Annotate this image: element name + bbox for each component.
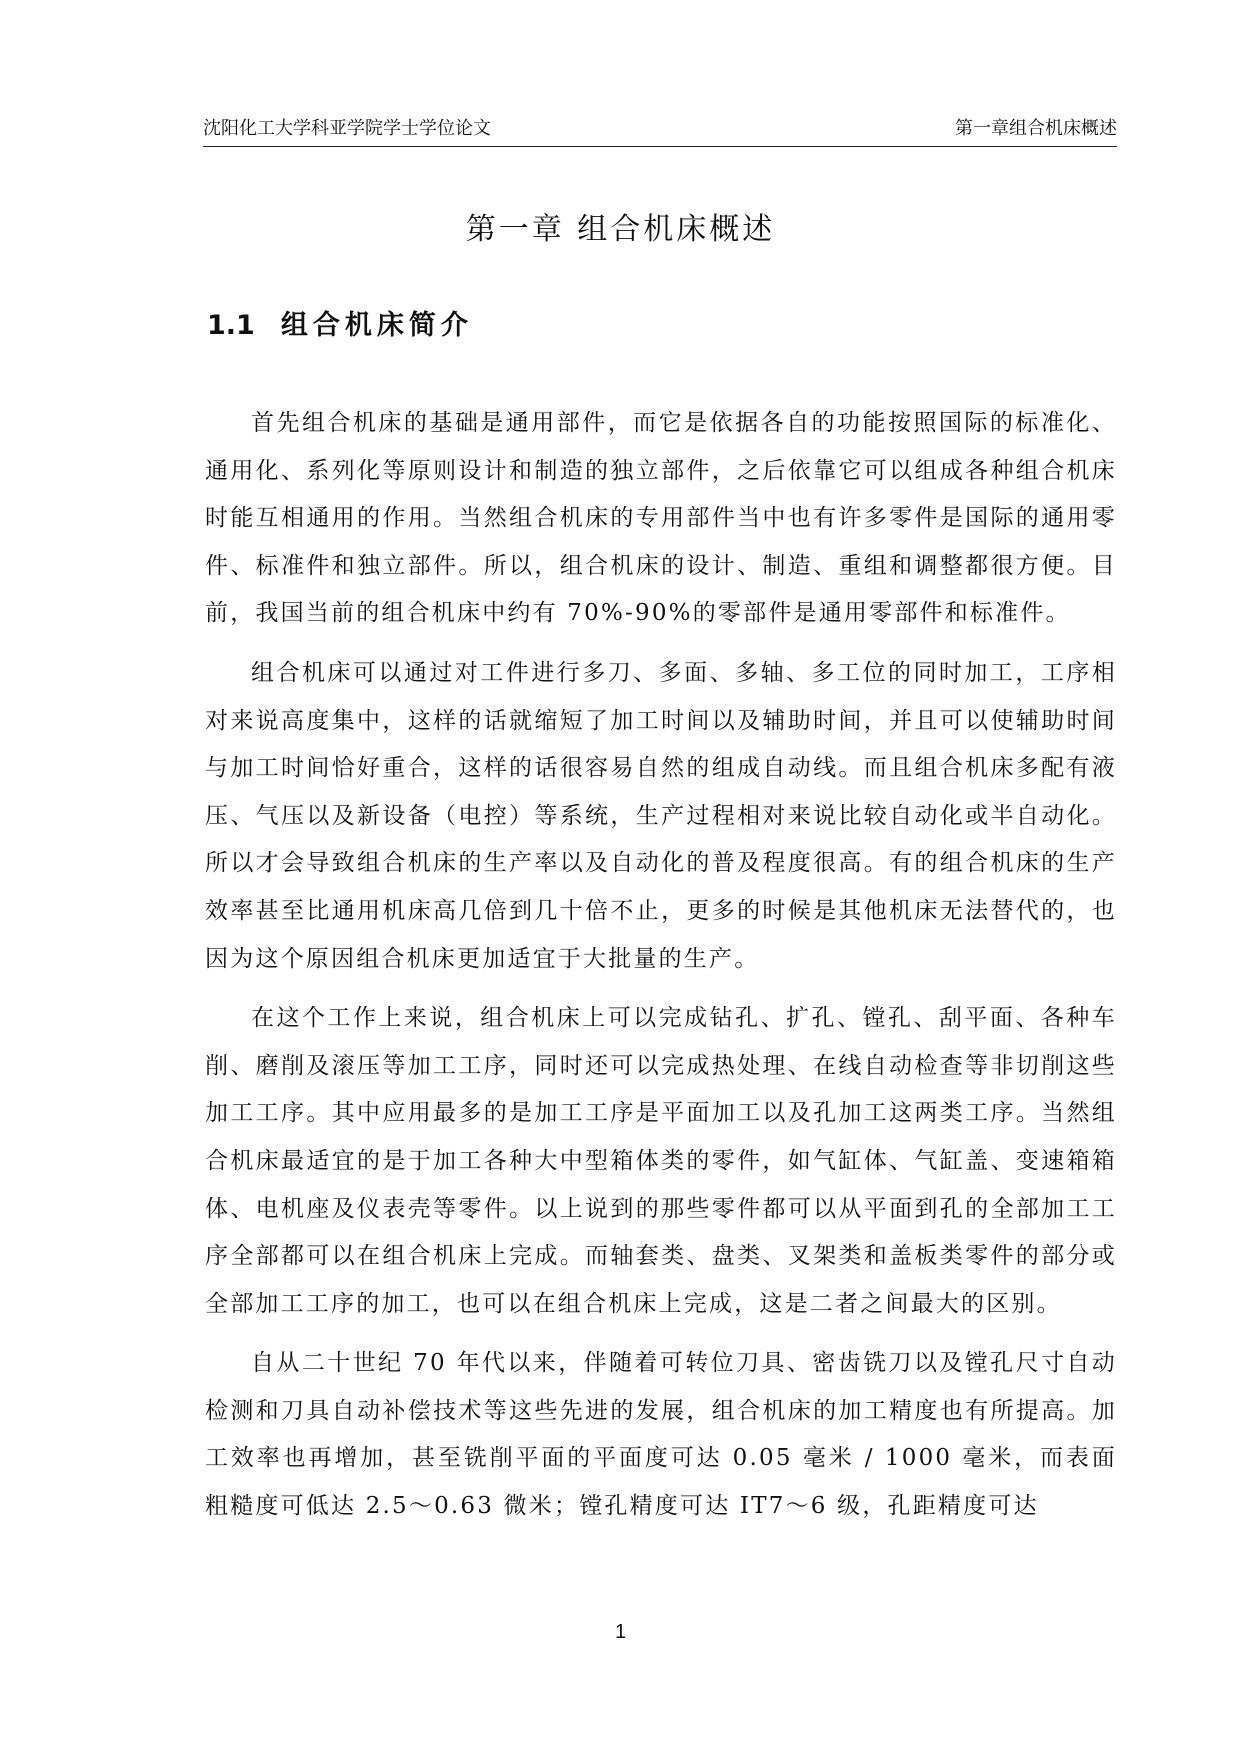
paragraph: 自从二十世纪 70 年代以来，伴随着可转位刀具、密齿铣刀以及镗孔尺寸自动检测和刀具自动补偿技术等这些先进的发展，组合机床的加工精度也有所提高。加工效率也再增加，甚至铣削平面的平面度可达 0.05 毫米 / 1000 毫米，而表面粗糙度可低达 2.5～0.63 微米；镗孔精度可达 IT7～6 级，孔距精度可达: [205, 1350, 1117, 1520]
page-number: 1: [614, 1621, 627, 1643]
paragraph: 首先组合机床的基础是通用部件，而它是依据各自的功能按照国际的标准化、通用化、系列化等原则设计和制造的独立部件，之后依靠它可以组成各种组合机床时能互相通用的作用。当然组合机床的专用部件当中也有许多零件是国际的通用零件、标准件和独立部件。所以，组合机床的设计、制造、重组和调整都很方便。目前，我国当前的组合机床中约有 70%-90%的零部件是通用零部件和标准件。: [205, 410, 1117, 627]
running-header: [203, 116, 1117, 147]
paragraph: 在这个工作上来说，组合机床上可以完成钻孔、扩孔、镗孔、刮平面、各种车削、磨削及滚压等加工工序，同时还可以完成热处理、在线自动检查等非切削这些加工工序。其中应用最多的是加工工序是平面加工以及孔加工这两类工序。当然组合机床最适宜的是于加工各种大中型箱体类的零件，如气缸体、气缸盖、变速箱箱体、电机座及仪表壳等零件。以上说到的那些零件都可以从平面到孔的全部加工工序全部都可以在组合机床上完成。而轴套类、盘类、叉架类和盖板类零件的部分或全部加工工序的加工，也可以在组合机床上完成，这是二者之间最大的区别。: [205, 1005, 1117, 1317]
section-heading: [207, 306, 473, 346]
chapter-title: 第一章 组合机床概述: [465, 212, 776, 247]
header-thesis-title: 沈阳化工大学科亚学院学士学位论文: [203, 118, 491, 139]
body-text: [205, 400, 1117, 1543]
section-number: 1.1: [207, 310, 255, 341]
section-title: 组合机床简介: [280, 310, 473, 341]
paragraph: 组合机床可以通过对工件进行多刀、多面、多轴、多工位的同时加工，工序相对来说高度集中，这样的话就缩短了加工时间以及辅助时间，并且可以使辅助时间与加工时间恰好重合，这样的话很容易自然的组成自动线。而且组合机床多配有液压、气压以及新设备（电控）等系统，生产过程相对来说比较自动化或半自动化。所以才会导致组合机床的生产率以及自动化的普及程度很高。有的组合机床的生产效率甚至比通用机床高几倍到几十倍不止，更多的时候是其他机床无法替代的，也因为这个原因组合机床更加适宜于大批量的生产。: [205, 659, 1117, 972]
header-chapter-title: 第一章组合机床概述: [955, 118, 1117, 139]
